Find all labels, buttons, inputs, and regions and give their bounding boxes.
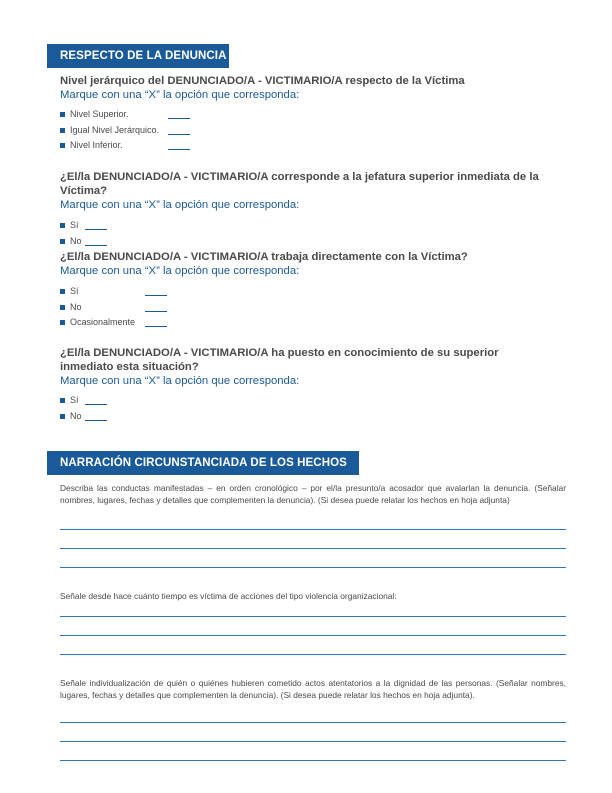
answer-line[interactable] bbox=[60, 741, 566, 742]
question-instruction: Marque con una “X” la opción que corresponda: bbox=[60, 89, 300, 101]
bullet-square-icon bbox=[60, 398, 65, 403]
instruction-individualizacion: Señale individualización de quién o quiénes hubieren cometido actos atentatorios a la dignidad de las personas. (Señalar nombres, lugares, fechas y detalles que complementen la denuncia). (Si desea puede relatar los hechos en hoja adjunta). bbox=[60, 678, 566, 700]
answer-line[interactable] bbox=[60, 635, 566, 636]
answer-blank[interactable] bbox=[145, 326, 167, 327]
bullet-square-icon bbox=[60, 112, 65, 117]
options-list bbox=[60, 393, 545, 424]
question-instruction: Marque con una “X” la opción que corresponda: bbox=[60, 375, 300, 387]
option-label: Nivel Inferior. bbox=[70, 140, 123, 150]
option-label: Nivel Superior. bbox=[70, 109, 129, 119]
question-instruction: Marque con una “X” la opción que corresponda: bbox=[60, 199, 300, 211]
answer-blank[interactable] bbox=[168, 118, 190, 119]
bullet-square-icon bbox=[60, 289, 65, 294]
option-label: No bbox=[70, 410, 82, 421]
answer-blank[interactable] bbox=[168, 149, 190, 150]
answer-blank[interactable] bbox=[85, 245, 107, 246]
section-header-narracion: NARRACIÓN CIRCUNSTANCIADA DE LOS HECHOS bbox=[47, 451, 359, 475]
option-nivel-inferior[interactable] bbox=[60, 138, 575, 154]
bullet-square-icon bbox=[60, 239, 65, 244]
answer-line[interactable] bbox=[60, 567, 566, 568]
answer-blank[interactable] bbox=[145, 295, 167, 296]
option-no[interactable] bbox=[60, 234, 575, 250]
options-list bbox=[60, 107, 575, 154]
option-nivel-superior[interactable] bbox=[60, 107, 575, 123]
option-label: Ocasionalmente bbox=[70, 317, 136, 327]
answer-line[interactable] bbox=[60, 548, 566, 549]
option-label: No bbox=[70, 235, 82, 246]
option-igual-nivel[interactable] bbox=[60, 123, 575, 139]
bullet-square-icon bbox=[60, 128, 65, 133]
section-header-denuncia: RESPECTO DE LA DENUNCIA bbox=[47, 44, 229, 68]
question-title: ¿El/la DENUNCIADO/A - VICTIMARIO/A trabaja directamente con la Víctima? bbox=[60, 251, 468, 263]
answer-line[interactable] bbox=[60, 616, 566, 617]
answer-blank[interactable] bbox=[168, 134, 190, 135]
bullet-square-icon bbox=[60, 143, 65, 148]
answer-line[interactable] bbox=[60, 654, 566, 655]
question-jefatura-superior bbox=[60, 170, 575, 249]
instruction-tiempo-victima: Señale desde hace cuánto tiempo es víctima de acciones del tipo violencia organizacional: bbox=[60, 591, 397, 601]
option-label: Sí bbox=[70, 286, 79, 296]
question-title: ¿El/la DENUNCIADO/A - VICTIMARIO/A ha puesto en conocimiento de su superior inmediato esta situación? bbox=[60, 347, 499, 373]
answer-blank[interactable] bbox=[85, 420, 107, 421]
option-label: No bbox=[70, 301, 82, 312]
answer-blank[interactable] bbox=[145, 311, 167, 312]
question-title: Nivel jerárquico del DENUNCIADO/A - VICTIMARIO/A respecto de la Víctima bbox=[60, 75, 465, 87]
option-si[interactable] bbox=[60, 393, 545, 409]
option-si[interactable] bbox=[60, 218, 575, 234]
bullet-square-icon bbox=[60, 305, 65, 310]
option-no[interactable] bbox=[60, 409, 545, 425]
option-no[interactable] bbox=[60, 300, 575, 316]
option-label: Sí bbox=[70, 395, 79, 405]
option-si[interactable] bbox=[60, 284, 575, 300]
question-instruction: Marque con una “X” la opción que corresponda: bbox=[60, 265, 300, 277]
bullet-square-icon bbox=[60, 320, 65, 325]
options-list bbox=[60, 218, 575, 249]
answer-line[interactable] bbox=[60, 760, 566, 761]
answer-line[interactable] bbox=[60, 722, 566, 723]
instruction-describa-conductas: Describa las conductas manifestadas – en orden cronológico – por el/la presunto/a acosador que avalarlan la denuncia. (Señalar nombres, lugares, fechas y detalles que complementen la denuncia). (Si desea puede relatar los hechos en hoja adjunta) bbox=[60, 483, 566, 505]
question-conocimiento-superior bbox=[60, 346, 545, 424]
option-ocasionalmente[interactable] bbox=[60, 315, 575, 331]
answer-line[interactable] bbox=[60, 529, 566, 530]
option-label: Igual Nivel Jerárquico. bbox=[70, 124, 160, 135]
option-label: Sí bbox=[70, 220, 79, 230]
answer-blank[interactable] bbox=[85, 229, 107, 230]
answer-blank[interactable] bbox=[85, 404, 107, 405]
options-list bbox=[60, 284, 575, 331]
bullet-square-icon bbox=[60, 414, 65, 419]
bullet-square-icon bbox=[60, 223, 65, 228]
question-trabaja-directamente bbox=[60, 250, 575, 331]
question-nivel-jerarquico bbox=[60, 74, 575, 154]
question-title: ¿El/la DENUNCIADO/A - VICTIMARIO/A corresponde a la jefatura superior inmediata de la Víctima? bbox=[60, 171, 539, 197]
